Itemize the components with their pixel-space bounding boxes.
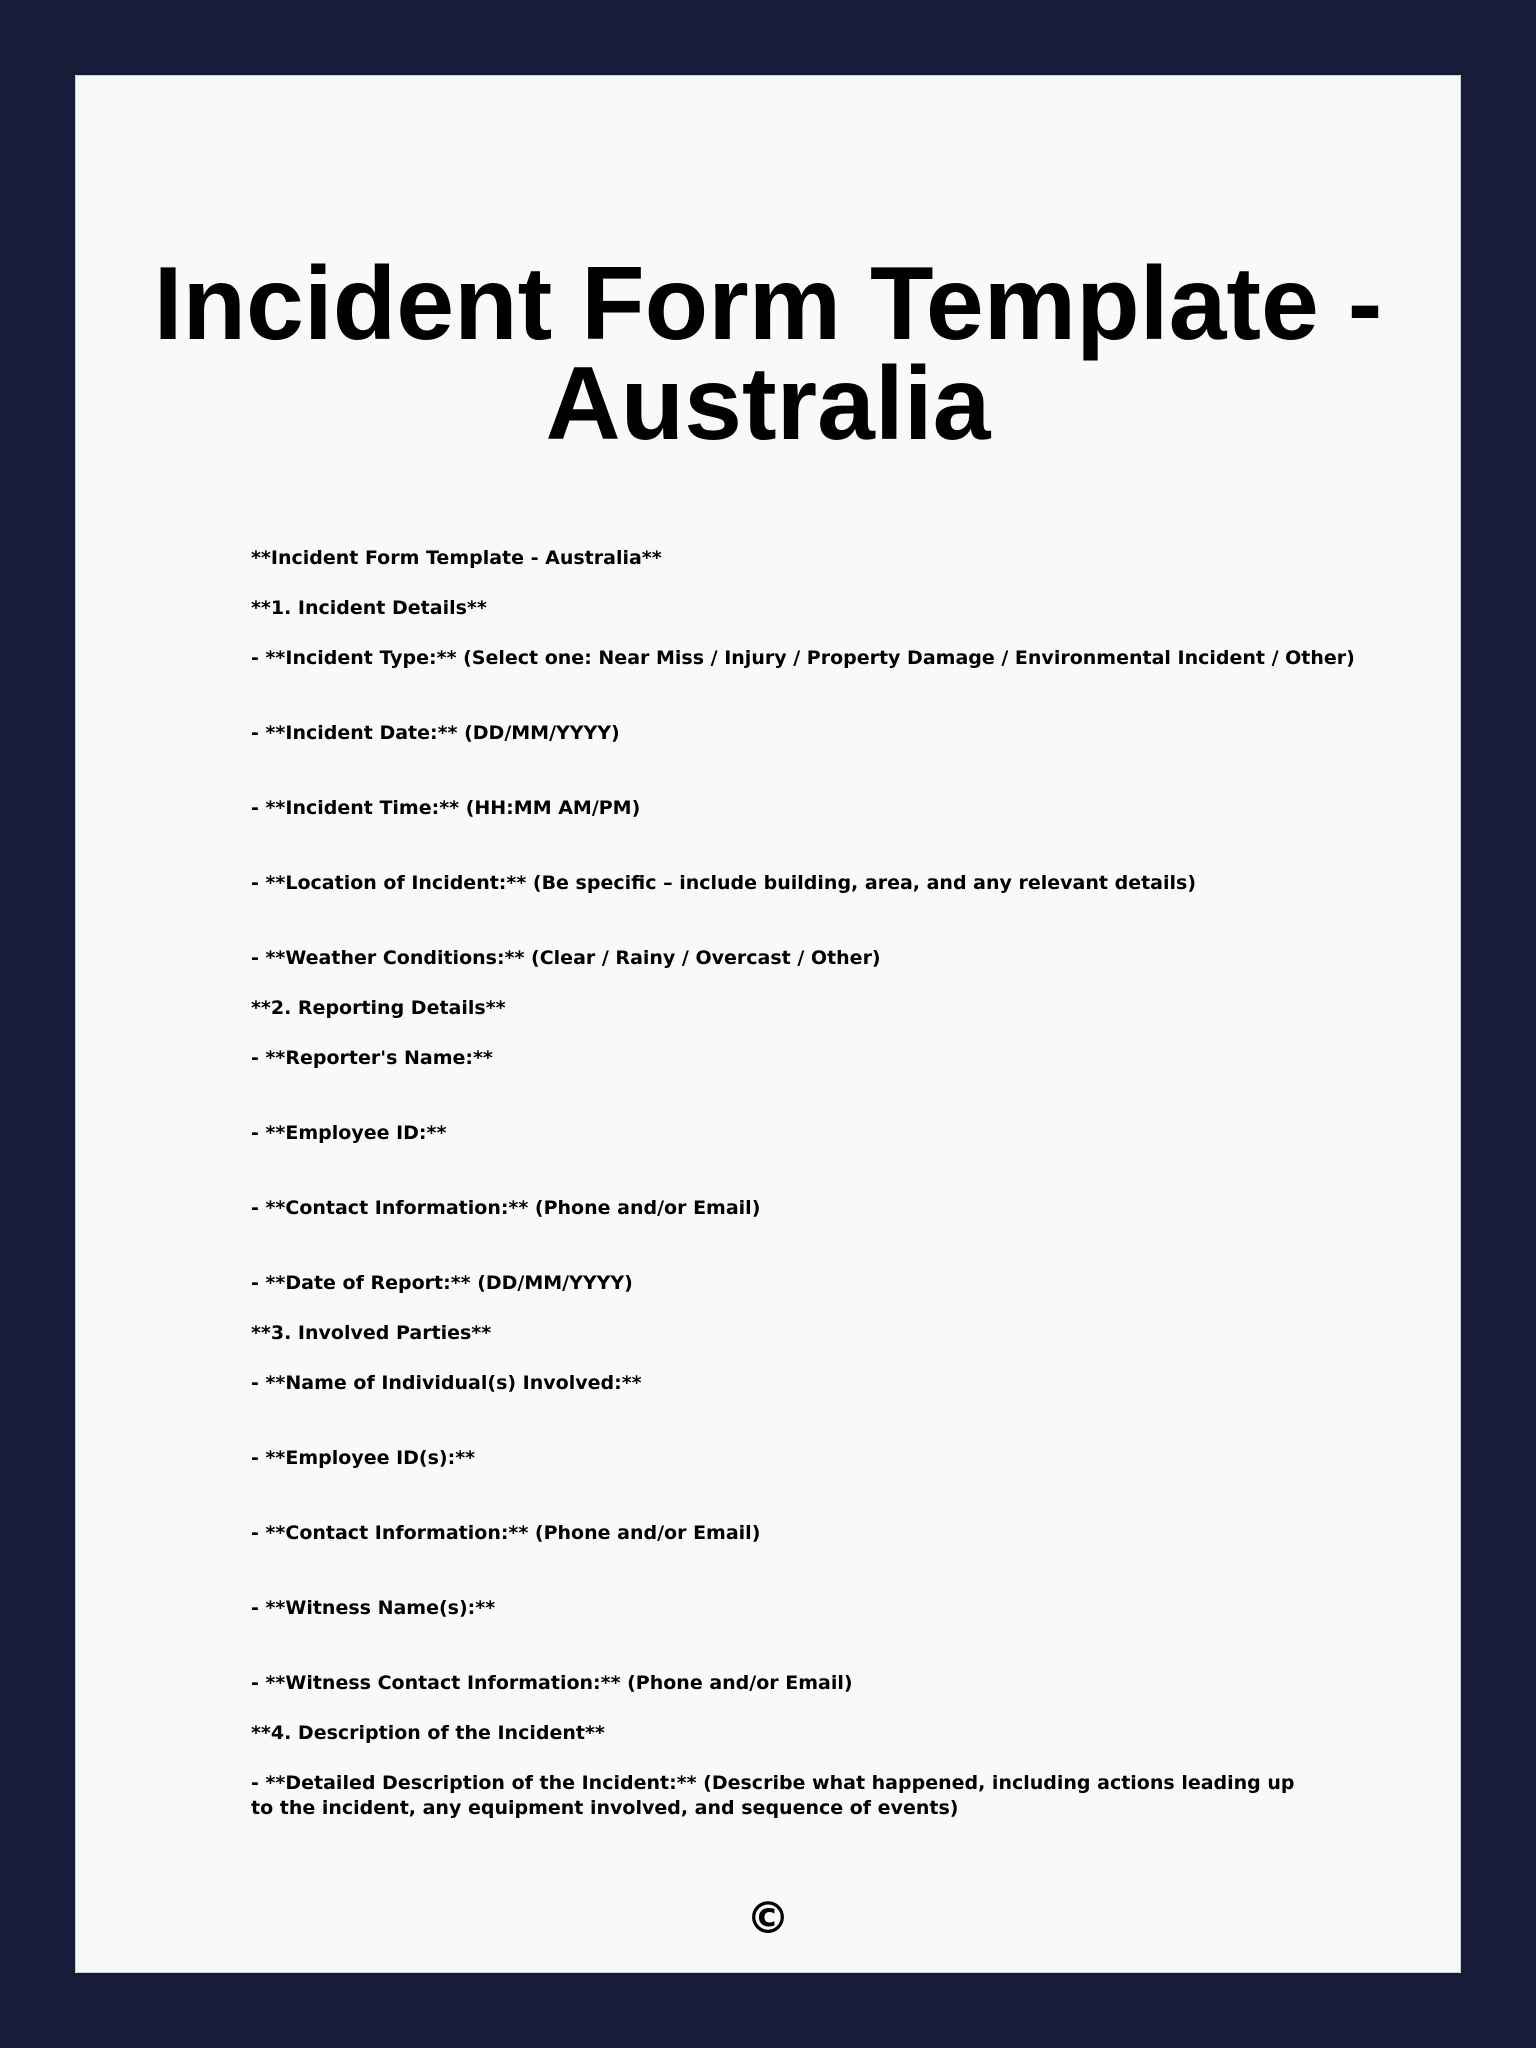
field-witness-contact-information: - **Witness Contact Information:** (Phone and/or Email) (251, 1672, 853, 1694)
copyright-icon: © (746, 1893, 790, 1944)
document-page (75, 75, 1461, 1973)
field-reporters-name: - **Reporter's Name:** (251, 1047, 493, 1069)
field-involved-contact-information: - **Contact Information:** (Phone and/or Email) (251, 1522, 761, 1544)
field-employee-ids: - **Employee ID(s):** (251, 1447, 476, 1469)
section-heading-description: **4. Description of the Incident** (251, 1722, 605, 1744)
field-location-of-incident: - **Location of Incident:** (Be specific – include building, area, and any relevant details) (251, 872, 1197, 894)
field-employee-id: - **Employee ID:** (251, 1122, 447, 1144)
field-detailed-description: - **Detailed Description of the Incident:** (Describe what happened, including actions leading up to the incident, any equipment involved, and sequence of events) (251, 1772, 1295, 1819)
document-heading: **Incident Form Template - Australia** (251, 547, 662, 569)
page-title: Incident Form Template - Australia (153, 246, 1383, 462)
field-date-of-report: - **Date of Report:** (DD/MM/YYYY) (251, 1272, 633, 1294)
section-heading-involved-parties: **3. Involved Parties** (251, 1322, 492, 1344)
field-contact-information: - **Contact Information:** (Phone and/or Email) (251, 1197, 761, 1219)
field-incident-date: - **Incident Date:** (DD/MM/YYYY) (251, 722, 620, 744)
section-heading-reporting-details: **2. Reporting Details** (251, 997, 506, 1019)
field-weather-conditions: - **Weather Conditions:** (Clear / Rainy / Overcast / Other) (251, 947, 881, 969)
field-incident-time: - **Incident Time:** (HH:MM AM/PM) (251, 797, 641, 819)
field-individuals-involved: - **Name of Individual(s) Involved:** (251, 1372, 642, 1394)
field-incident-type: - **Incident Type:** (Select one: Near Miss / Injury / Property Damage / Environmental Incident / Other) (251, 647, 1355, 669)
section-heading-incident-details: **1. Incident Details** (251, 597, 487, 619)
field-witness-names: - **Witness Name(s):** (251, 1597, 496, 1619)
